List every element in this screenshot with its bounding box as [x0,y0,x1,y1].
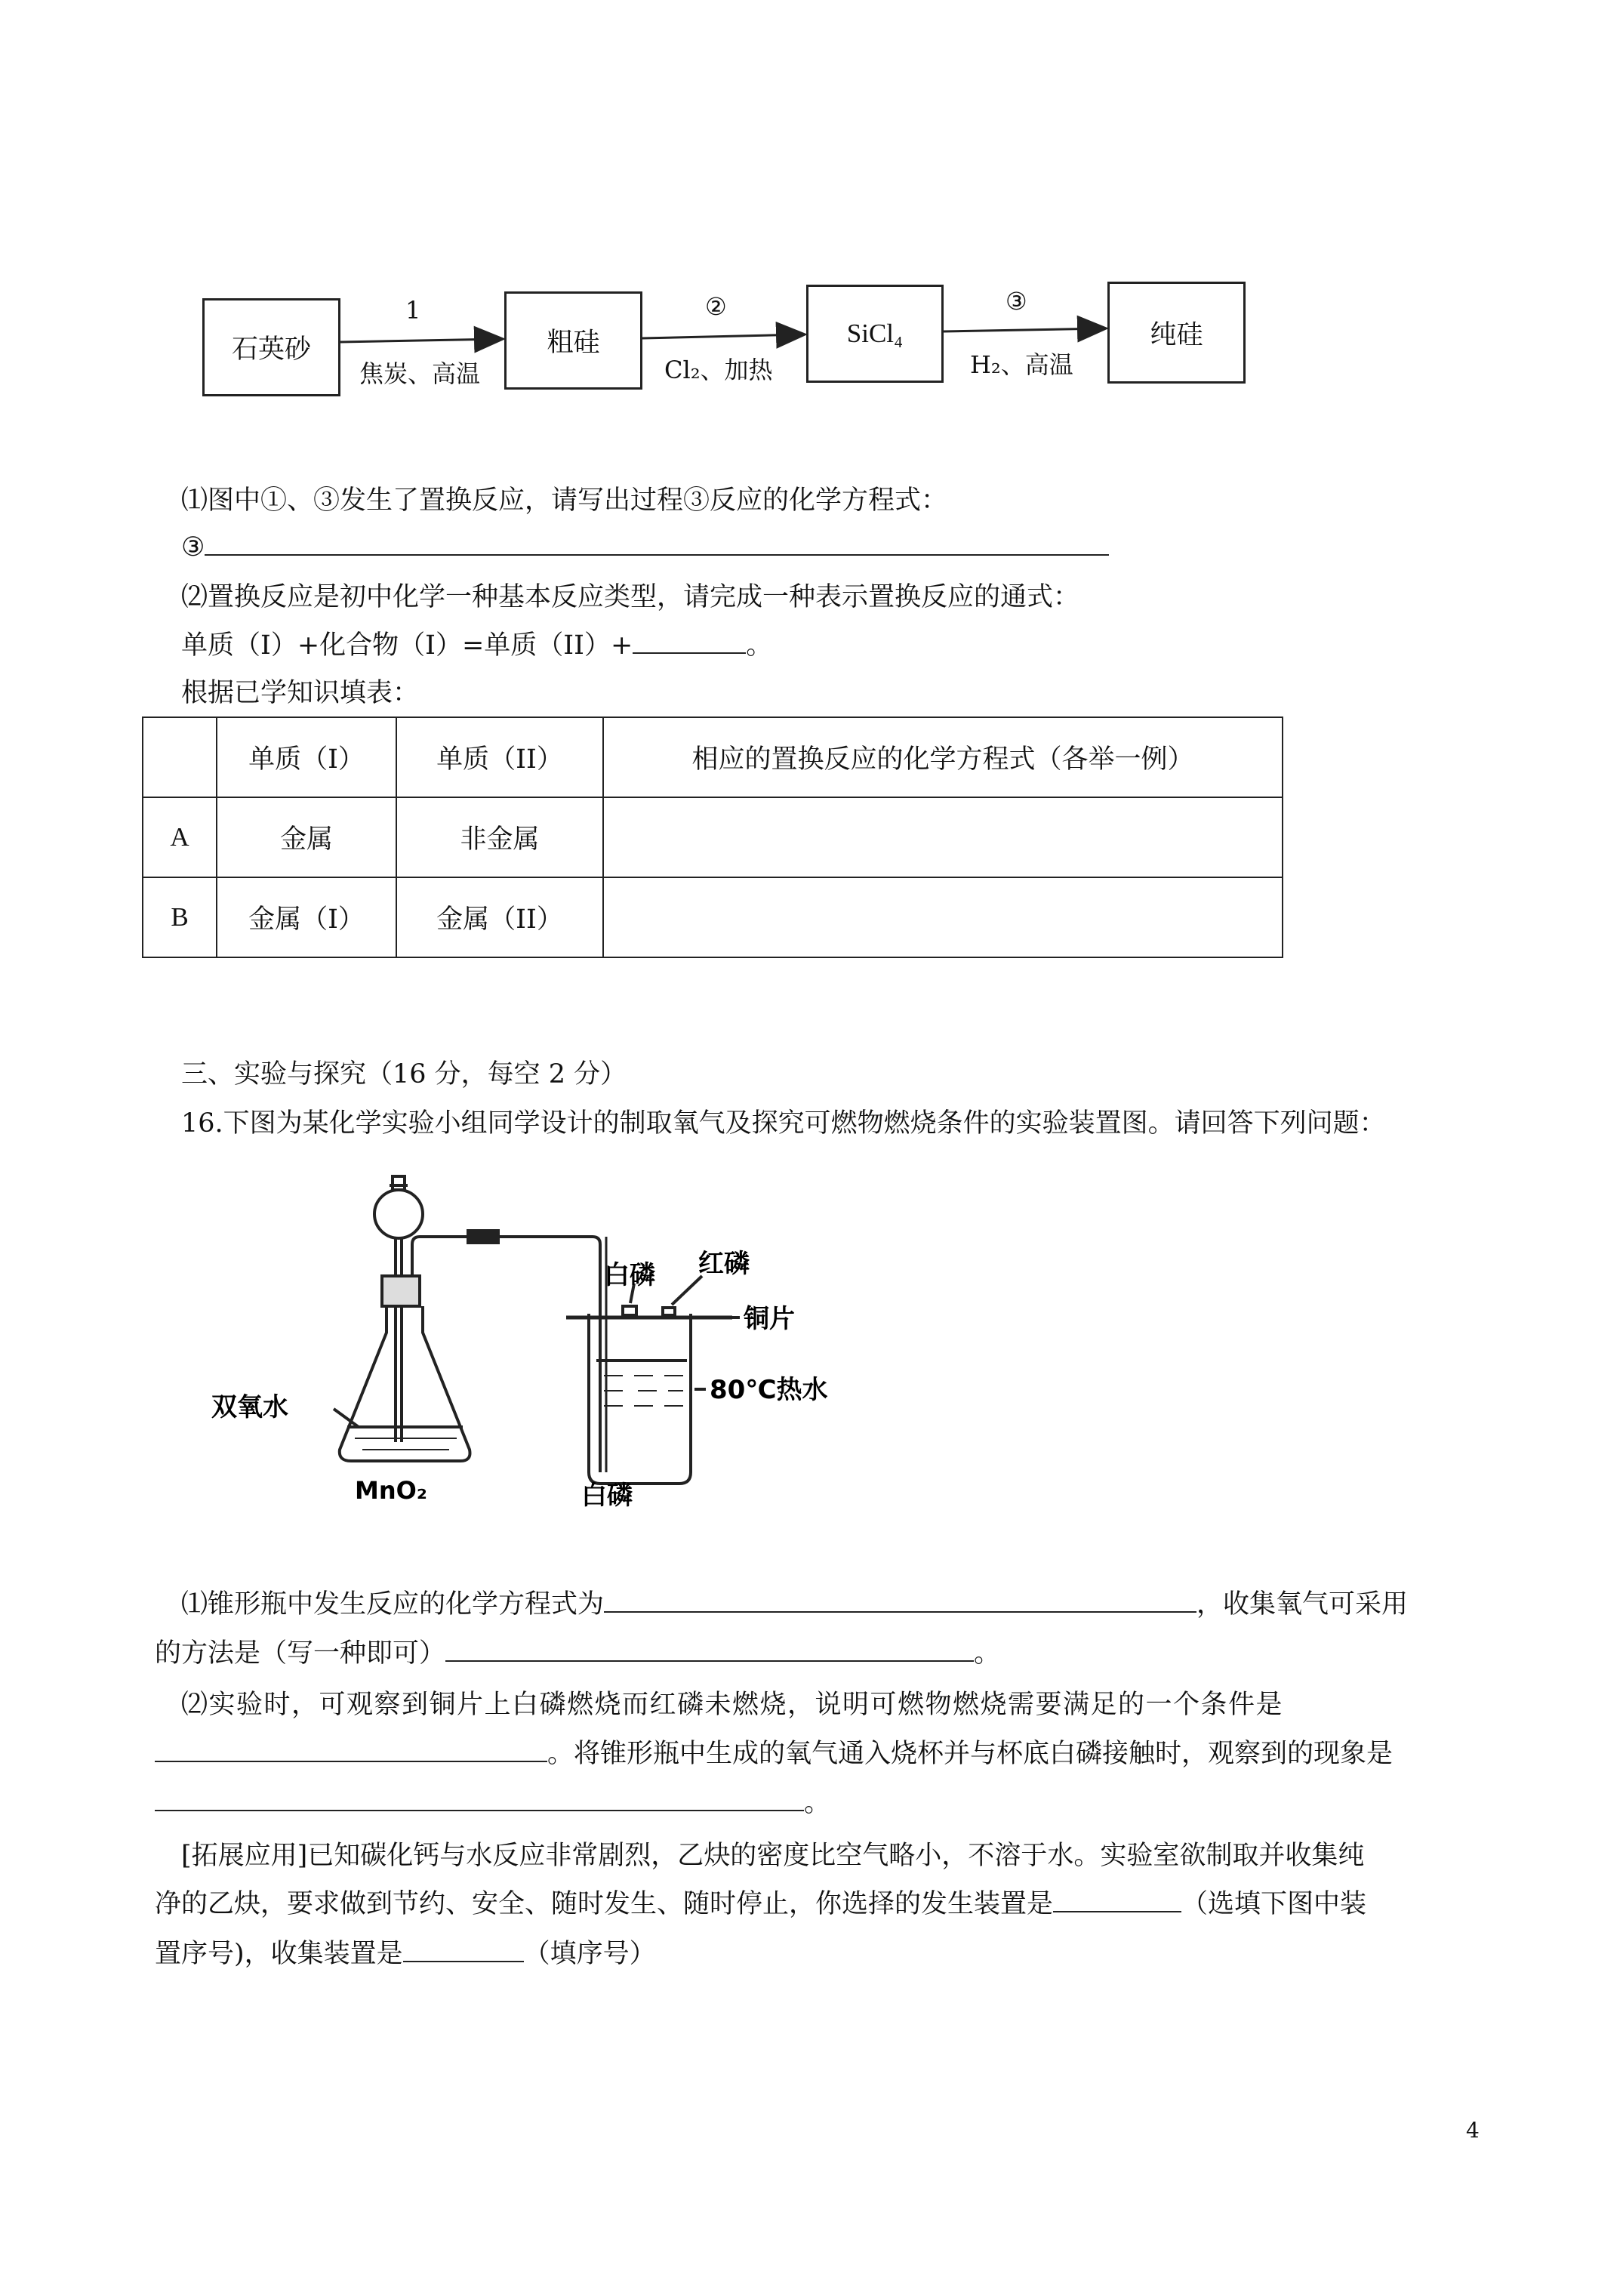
flow-arrows [0,0,1623,453]
step-3-condition: H₂、高温 [970,350,1073,379]
beaker [589,1314,691,1484]
tube-connector [468,1231,498,1243]
table-header-cell: 单质（II） [396,717,603,797]
page-number: 4 [1466,2118,1480,2143]
step-3-number: ③ [1006,287,1027,316]
q15-table-intro: 根据已学知识填表： [181,678,420,708]
extension-line3 [155,1935,656,1973]
q16-stem: 16.下图为某化学实验小组同学设计的制取氧气及探究可燃物燃烧条件的实验装置图。请回答下列问题： [181,1108,1386,1139]
flow-box-label: 纯硅 [1150,319,1203,350]
generator-apparatus-blank[interactable] [1053,1885,1181,1912]
table-cell: 金属 [217,797,396,877]
extension-text: 净的乙炔，要求做到节约、安全、随时发生、随时停止，你选择的发生装置是 [155,1889,1054,1919]
flow-arrow-3 [944,328,1104,331]
extension-text-c: 置序号)，收集装置是 [155,1939,403,1969]
q16-part2-text-b: 。将锥形瓶中生成的氧气通入烧杯并与杯底白磷接触时，观察到的现象是 [547,1739,1394,1769]
flow-arrow-1 [340,339,501,342]
q16-part1-text-c: 的方法是（写一种即可） [155,1638,446,1669]
q16-part2-line1: ⑵实验时，可观察到铜片上白磷燃烧而红磷未燃烧，说明可燃物燃烧需要满足的一个条件是 [181,1690,1284,1720]
collector-apparatus-blank[interactable] [403,1935,524,1962]
q15-formula-end: 。 [746,630,773,661]
q16-part2-line3 [155,1784,830,1822]
table-header-cell [143,717,217,797]
q16-part1-end: 。 [974,1638,1001,1669]
step-1-condition: 焦炭、高温 [359,359,481,388]
q15-part1: ⑴图中①、③发生了置换反应，请写出过程③反应的化学方程式： [181,485,948,516]
q16-part2-line2 [155,1735,1393,1773]
extension-line1: [拓展应用]已知碳化钙与水反应非常剧烈，乙炔的密度比空气略小，不溶于水。实验室欲制取并收集纯 [181,1841,1365,1871]
table-cell: 金属（II） [396,877,603,957]
q15-answer-mark: ③ [181,532,205,562]
q16-equation-blank[interactable] [604,1586,1196,1613]
table-cell-label: A [143,797,217,877]
label-hot-water: 80℃热水 [710,1375,828,1405]
white-phosphorus-top [623,1306,636,1315]
oxygen-apparatus-figure [211,1155,891,1510]
step-2-number: ② [705,292,727,321]
label-copper-sheet: 铜片 [744,1304,795,1334]
extension-line2 [155,1885,1366,1923]
step-2-condition: Cl₂、加热 [664,356,773,384]
flow-box-label: 石英砂 [231,334,311,365]
flow-box-label: 粗硅 [547,328,600,358]
q16-part1-line2 [155,1635,1000,1672]
table-header-row [143,717,1283,797]
delivery-tube [412,1237,589,1276]
q16-part1-text-b: ，收集氧气可采用 [1196,1589,1409,1620]
table-cell-label: B [143,877,217,957]
funnel-stopper [390,1176,408,1190]
table-cell: 非金属 [396,797,603,877]
q16-part1-text: ⑴锥形瓶中发生反应的化学方程式为 [181,1589,605,1620]
q16-part2-end: 。 [804,1788,831,1818]
label-white-phosphorus-top: 白磷 [604,1260,655,1290]
flask-stopper [382,1276,420,1306]
table-answer-cell[interactable] [603,797,1283,877]
extension-text-d: （填序号） [523,1939,656,1969]
extension-text-b: （选填下图中装 [1181,1889,1367,1919]
flow-box-label: SiCl₄ [846,319,904,348]
q15-formula [181,627,772,664]
red-phosphorus [663,1308,675,1315]
q16-phenomenon-blank[interactable] [155,1784,804,1811]
table-header-cell: 单质（I） [217,717,396,797]
q16-condition-blank[interactable] [155,1735,547,1762]
q15-part1-answer [181,529,1109,566]
table-answer-cell[interactable] [603,877,1283,957]
table-cell: 金属（I） [217,877,396,957]
step-1-number: 1 [405,296,421,325]
q15-part2: ⑵置换反应是初中化学一种基本反应类型，请完成一种表示置换反应的通式： [181,582,1080,612]
funnel-bulb [374,1190,423,1238]
section-3-title: 三、实验与探究（16 分，每空 2 分） [181,1059,627,1089]
q15-formula-blank[interactable] [633,627,746,654]
q16-collection-method-blank[interactable] [445,1635,974,1662]
q15-answer-blank[interactable] [205,529,1109,556]
q16-part1-line1 [181,1586,1408,1623]
label-white-phosphorus-bottom: 白磷 [581,1481,633,1510]
delivery-tube-down [589,1237,600,1472]
table-row [143,797,1283,877]
label-mno2: MnO₂ [355,1476,427,1505]
table-header-cell: 相应的置换反应的化学方程式（各举一例） [603,717,1283,797]
label-red-phosphorus: 红磷 [698,1249,750,1279]
table-row [143,877,1283,957]
q15-formula-text: 单质（I）+化合物（I）=单质（II）+ [181,630,633,661]
flow-arrow-2 [642,334,803,338]
replacement-reaction-table [142,717,1283,958]
label-hydrogen-peroxide: 双氧水 [211,1392,288,1422]
